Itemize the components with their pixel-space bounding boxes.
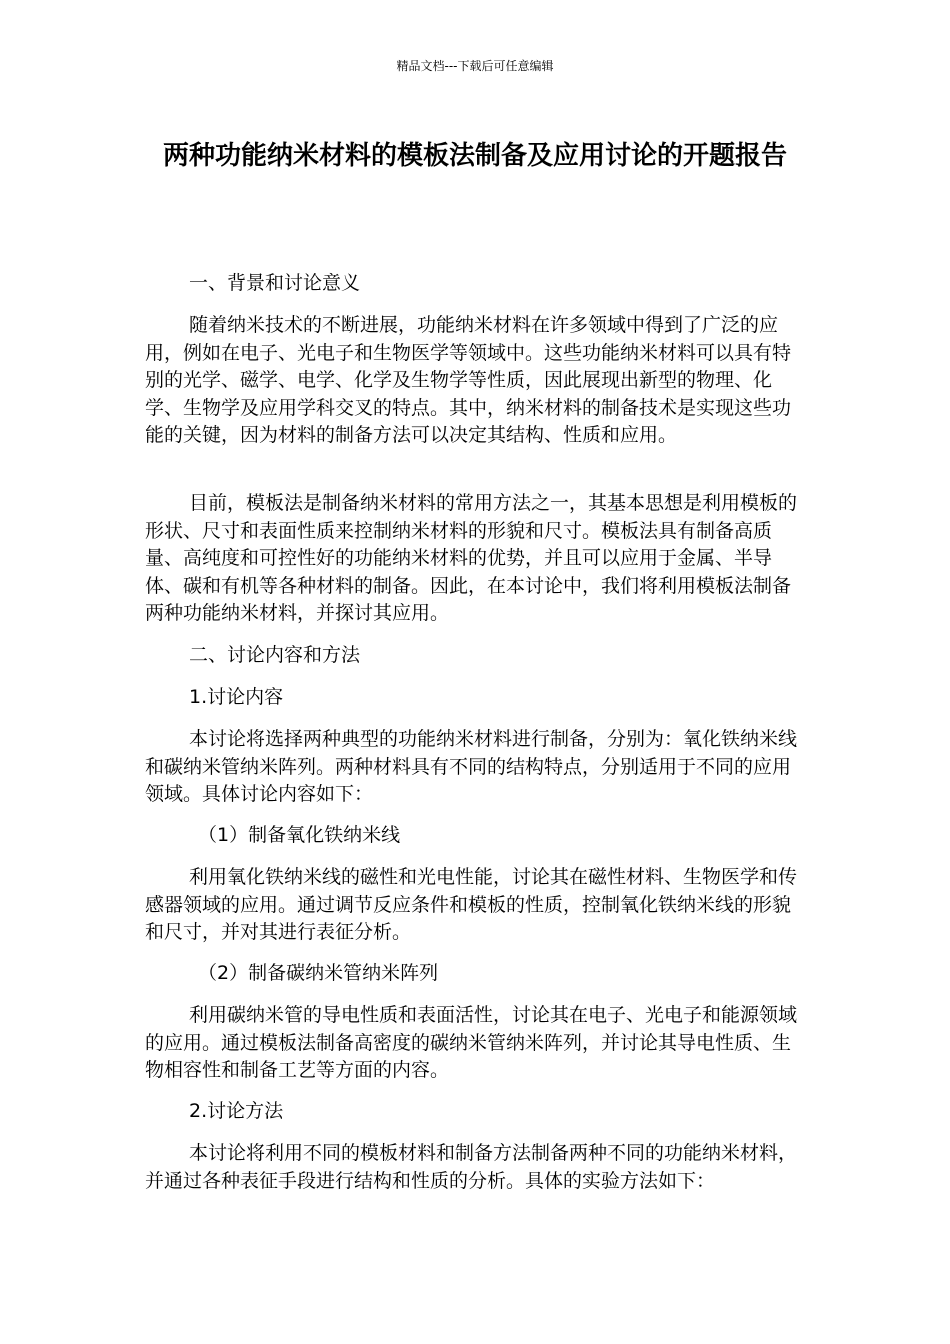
section2-heading: 二、讨论内容和方法 [189,644,361,666]
section1-paragraph-1: 随着纳米技术的不断进展，功能纳米材料在许多领域中得到了广泛的应用，例如在电子、光电子和生物医学等领域中。这些功能纳米材料可以具有特别的光学、磁学、电学、化学及生物学等性质，因此展现出新型的物理、化学、生物学及应用学科交叉的特点。其中，纳米材料的制备技术是实现这些功能的关键，因为材料的制备方法可以决定其结构、性质和应用。 [145,314,792,446]
item2-paragraph: 利用碳纳米管的导电性质和表面活性，讨论其在电子、光电子和能源领域的应用。通过模板法制备高密度的碳纳米管纳米阵列，并讨论其导电性质、生物相容性和制备工艺等方面的内容。 [145,1004,798,1081]
subsection1-heading: 1.讨论内容 [189,686,284,708]
subsection2-heading: 2.讨论方法 [189,1100,284,1122]
subsection2-paragraph: 本讨论将利用不同的模板材料和制备方法制备两种不同的功能纳米材料，并通过各种表征手段进行结构和性质的分析。具体的实验方法如下： [145,1142,798,1192]
document-title: 两种功能纳米材料的模板法制备及应用讨论的开题报告 [162,141,787,171]
section1-heading: 一、背景和讨论意义 [189,272,361,294]
section1-paragraph-2: 目前，模板法是制备纳米材料的常用方法之一，其基本思想是利用模板的形状、尺寸和表面性质来控制纳米材料的形貌和尺寸。模板法具有制备高质量、高纯度和可控性好的功能纳米材料的优势，并且可以应用于金属、半导体、碳和有机等各种材料的制备。因此，在本讨论中，我们将利用模板法制备两种功能纳米材料，并探讨其应用。 [145,492,798,624]
item1-heading: （1）制备氧化铁纳米线 [198,824,401,846]
item1-paragraph: 利用氧化铁纳米线的磁性和光电性能，讨论其在磁性材料、生物医学和传感器领域的应用。通过调节反应条件和模板的性质，控制氧化铁纳米线的形貌和尺寸，并对其进行表征分析。 [145,866,798,943]
item2-heading: （2）制备碳纳米管纳米阵列 [198,962,439,984]
subsection1-paragraph: 本讨论将选择两种典型的功能纳米材料进行制备，分别为：氧化铁纳米线和碳纳米管纳米阵列。两种材料具有不同的结构特点，分别适用于不同的应用领域。具体讨论内容如下： [145,728,798,805]
page-header-note: 精品文档---下载后可任意编辑 [396,59,554,73]
